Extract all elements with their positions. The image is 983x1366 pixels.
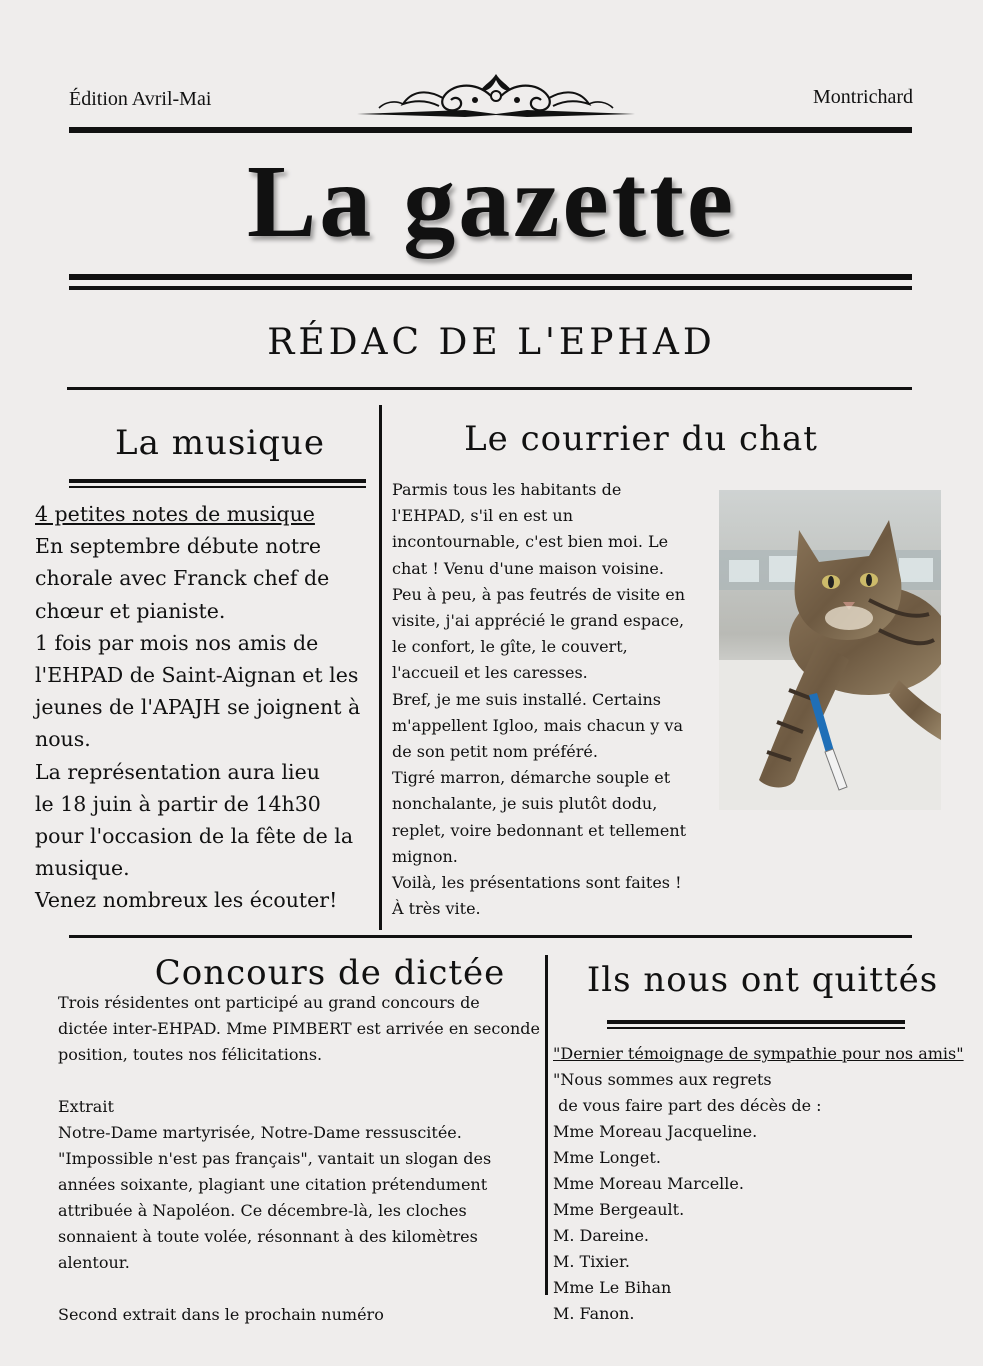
- cat-line: Peu à peu, à pas feutrés de visite en: [392, 584, 685, 604]
- music-line: pour l'occasion de la fête de la: [35, 824, 354, 849]
- cat-line: mignon.: [392, 846, 458, 866]
- cat-line: l'accueil et les caresses.: [392, 663, 588, 683]
- cat-heading: Le courrier du chat: [464, 419, 818, 459]
- cat-line: le confort, le gîte, le couvert,: [392, 637, 628, 657]
- music-heading-rule: [69, 479, 366, 483]
- cat-line: chat ! Venu d'une maison voisine.: [392, 558, 664, 578]
- page-title: La gazette: [246, 144, 737, 259]
- location-label: Montrichard: [813, 86, 913, 108]
- music-line: le 18 juin à partir de 14h30: [35, 791, 321, 816]
- music-heading-rule-thin: [69, 486, 366, 488]
- dictee-line: dictée inter-EHPAD. Mme PIMBERT est arrivée en seconde: [58, 1019, 540, 1038]
- masthead-top-rule: [69, 127, 912, 133]
- music-line: l'EHPAD de Saint-Aignan et les: [35, 663, 359, 688]
- cat-line: incontournable, c'est bien moi. Le: [392, 532, 669, 552]
- cat-line: visite, j'ai apprécié le grand espace,: [392, 611, 685, 631]
- dictee-line: Second extrait dans le prochain numéro: [58, 1305, 384, 1324]
- cat-line: Bref, je me suis installé. Certains: [392, 689, 662, 709]
- dictee-line: Notre-Dame martyrisée, Notre-Dame ressuscitée.: [58, 1123, 462, 1142]
- music-line: 1 fois par mois nos amis de: [35, 630, 319, 655]
- music-heading: La musique: [115, 423, 325, 463]
- obituary-line: Mme Longet.: [553, 1148, 661, 1167]
- dictee-line: sonnaient à toute volée, résonnant à des kilomètres: [58, 1227, 478, 1246]
- masthead-bottom-rule-thin: [69, 286, 912, 290]
- dictee-line: Extrait: [58, 1097, 114, 1116]
- music-line: En septembre débute notre: [35, 534, 322, 559]
- dictee-line: années soixante, plagiant une citation prétendument: [58, 1175, 488, 1194]
- obituary-line: Mme Le Bihan: [553, 1278, 672, 1297]
- obituary-heading-rule-thin: [607, 1027, 905, 1029]
- music-line: nous.: [35, 727, 91, 752]
- cat-article: [392, 477, 686, 922]
- music-line: musique.: [35, 856, 130, 881]
- obituary-line: "Nous sommes aux regrets: [553, 1070, 772, 1089]
- cat-line: l'EHPAD, s'il en est un: [392, 506, 574, 526]
- obituary-heading: Ils nous ont quittés: [586, 960, 939, 1000]
- masthead-bottom-rule: [69, 274, 912, 280]
- tabby-cat-photo: [719, 490, 941, 810]
- music-line: La représentation aura lieu: [35, 759, 320, 784]
- column-divider: [379, 405, 382, 930]
- section-divider-bottom: [69, 935, 912, 938]
- page-subtitle: RÉDAC DE L'EPHAD: [267, 322, 716, 363]
- obituary-line: M. Dareine.: [553, 1226, 650, 1245]
- cat-line: Parmis tous les habitants de: [392, 480, 622, 499]
- music-article: [35, 498, 360, 917]
- dictee-line: position, toutes nos félicitations.: [58, 1045, 323, 1064]
- music-line: jeunes de l'APAJH se joignent à: [35, 695, 361, 720]
- music-line: chorale avec Franck chef de: [35, 566, 330, 591]
- obituary-line: de vous faire part des décès de :: [553, 1096, 822, 1115]
- cat-line: Voilà, les présentations sont faites !: [392, 873, 682, 893]
- obituary-line: M. Tixier.: [553, 1252, 630, 1271]
- music-line: chœur et pianiste.: [35, 598, 226, 623]
- dictee-line: [58, 1276, 540, 1302]
- flourish-ornament-icon: [355, 70, 637, 120]
- obituary-line: M. Fanon.: [553, 1304, 635, 1323]
- edition-label: Édition Avril-Mai: [69, 88, 212, 110]
- dictee-line: "Impossible n'est pas français", vantait un slogan des: [58, 1149, 492, 1168]
- dictee-line: alentour.: [58, 1253, 130, 1272]
- obituary-line: Mme Moreau Marcelle.: [553, 1174, 744, 1193]
- obituary-heading-rule: [607, 1020, 905, 1024]
- obituary-intro: "Dernier témoignage de sympathie pour nos amis": [553, 1044, 964, 1063]
- dictee-heading: Concours de dictée: [154, 953, 506, 993]
- column-divider-bottom: [545, 955, 548, 1295]
- section-divider: [67, 387, 912, 390]
- cat-line: m'appellent Igloo, mais chacun y va: [392, 715, 683, 735]
- dictee-line: [58, 1068, 540, 1094]
- music-intro: 4 petites notes de musique: [35, 502, 315, 526]
- obituary-article: [553, 1041, 964, 1327]
- cat-line: Tigré marron, démarche souple et: [392, 768, 671, 788]
- cat-line: replet, voire bedonnant et tellement: [392, 820, 687, 840]
- dictee-article: [58, 990, 540, 1328]
- music-line: Venez nombreux les écouter!: [35, 888, 338, 913]
- obituary-line: Mme Moreau Jacqueline.: [553, 1122, 758, 1141]
- obituary-line: Mme Bergeault.: [553, 1200, 685, 1219]
- cat-photo: [719, 490, 941, 810]
- cat-line: de son petit nom préféré.: [392, 742, 598, 762]
- cat-line: nonchalante, je suis plutôt dodu,: [392, 794, 658, 814]
- cat-line: À très vite.: [392, 899, 481, 919]
- dictee-line: attribuée à Napoléon. Ce décembre-là, les cloches: [58, 1201, 467, 1220]
- dictee-line: Trois résidentes ont participé au grand concours de: [58, 993, 480, 1012]
